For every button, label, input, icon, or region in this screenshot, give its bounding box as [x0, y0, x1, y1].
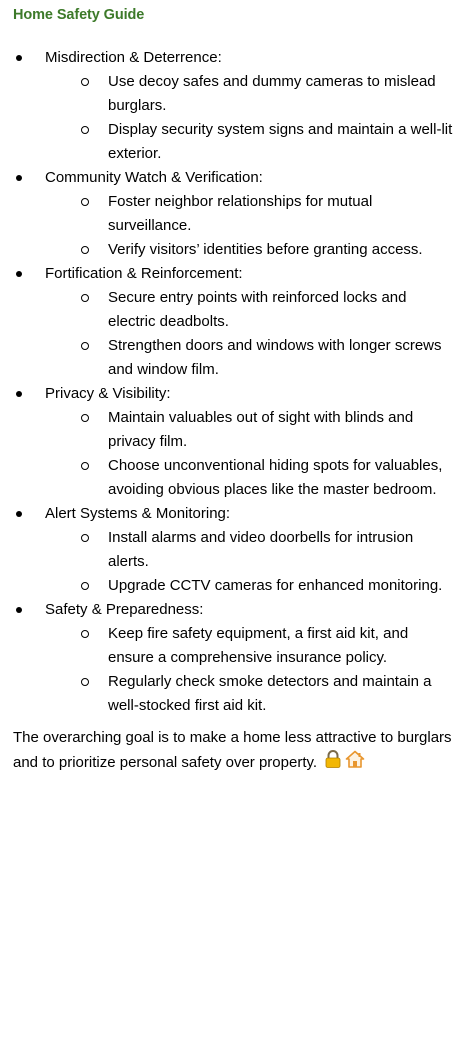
sub-list: [45, 406, 453, 502]
sub-item-text: Choose unconventional hiding spots for valuables, avoiding obvious places like the master bedroom.: [108, 457, 443, 498]
bullet-circle-icon: [81, 286, 95, 310]
sub-item-text: Use decoy safes and dummy cameras to mislead burglars.: [108, 73, 436, 114]
bullet-circle-icon: [81, 670, 95, 694]
bullet-circle-icon: [81, 70, 95, 94]
sub-item-text: Verify visitors’ identities before granting access.: [108, 241, 423, 258]
bullet-circle-icon: [81, 406, 95, 430]
sub-item-text: Keep fire safety equipment, a first aid kit, and ensure a comprehensive insurance policy.: [108, 625, 409, 666]
bullet-circle-icon: [81, 334, 95, 358]
house-icon: [345, 750, 365, 776]
page-title: Home Safety Guide: [13, 7, 145, 23]
sub-item: [45, 526, 453, 574]
sub-list: [45, 190, 453, 262]
section-heading: Fortification & Reinforcement:: [45, 265, 243, 282]
sub-item-text: Maintain valuables out of sight with blinds and privacy film.: [108, 409, 414, 450]
section-heading: Community Watch & Verification:: [45, 169, 263, 186]
section-heading: Safety & Preparedness:: [45, 601, 204, 618]
sub-item-text: Secure entry points with reinforced locks and electric deadbolts.: [108, 289, 407, 330]
sub-list: [45, 70, 453, 166]
section-item: [13, 166, 453, 262]
sub-item: [45, 334, 453, 382]
sub-item-text: Upgrade CCTV cameras for enhanced monitoring.: [108, 577, 443, 594]
bullet-circle-icon: [81, 238, 95, 262]
sub-item: [45, 286, 453, 334]
sub-item: [45, 622, 453, 670]
sub-item-text: Install alarms and video doorbells for intrusion alerts.: [108, 529, 414, 570]
sub-list: [45, 286, 453, 382]
sub-item: [45, 70, 453, 118]
sub-item-text: Regularly check smoke detectors and maintain a well-stocked first aid kit.: [108, 673, 432, 714]
sub-list: [45, 622, 453, 718]
summary-text: The overarching goal is to make a home less attractive to burglars and to prioritize personal safety over property.: [13, 729, 452, 771]
sub-item-text: Strengthen doors and windows with longer screws and window film.: [108, 337, 442, 378]
bullet-circle-icon: [81, 622, 95, 646]
lock-icon: [324, 750, 342, 776]
section-item: [13, 502, 453, 598]
summary-paragraph: [13, 726, 453, 776]
sub-item: [45, 574, 453, 598]
sub-item: [45, 406, 453, 454]
sub-item: [45, 190, 453, 238]
bullet-circle-icon: [81, 454, 95, 478]
bullet-circle-icon: [81, 190, 95, 214]
sub-item: [45, 238, 453, 262]
sub-list: [45, 526, 453, 598]
bullet-circle-icon: [81, 118, 95, 142]
section-heading: Misdirection & Deterrence:: [45, 49, 222, 66]
section-item: [13, 382, 453, 502]
bullet-circle-icon: [81, 526, 95, 550]
bullet-circle-icon: [81, 574, 95, 598]
section-item: [13, 598, 453, 718]
sub-item-text: Foster neighbor relationships for mutual surveillance.: [108, 193, 373, 234]
section-list: [13, 46, 453, 718]
sub-item: [45, 454, 453, 502]
section-heading: Alert Systems & Monitoring:: [45, 505, 231, 522]
section-item: [13, 262, 453, 382]
sub-item-text: Display security system signs and maintain a well-lit exterior.: [108, 121, 453, 162]
section-item: [13, 46, 453, 166]
section-heading: Privacy & Visibility:: [45, 385, 171, 402]
sub-item: [45, 670, 453, 718]
sub-item: [45, 118, 453, 166]
